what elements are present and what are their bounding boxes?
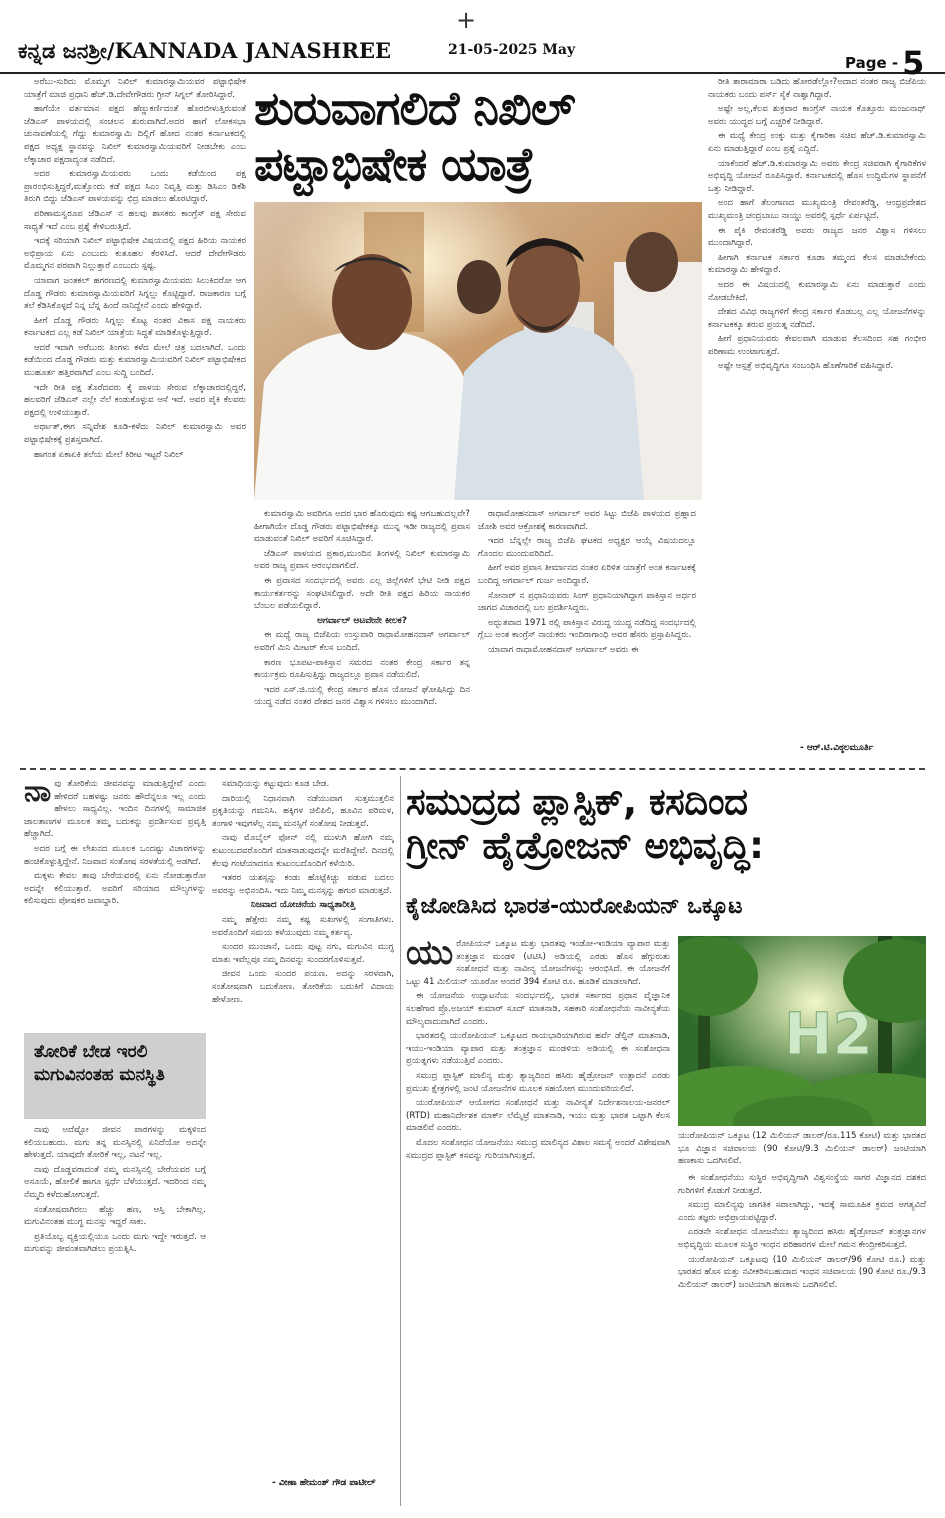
paragraph: ಪ್ರತಿಯೊಬ್ಬ ವ್ಯಕ್ತಿಯಲ್ಲಿಯೂ ಒಂದು ಮಗು ಇದ್ದೇ ಇರುತ್ತದೆ. ಆ ಮಗುವನ್ನು ಜೀವಂತವಾಗಿಡಲು ಪ್ರಯತ್ನಿಸಿ. (24, 1231, 206, 1255)
paragraph: ಸೋನಾರ್ ನ ಪ್ರಧಾನಿಯವರು ಸಿಂಗ್ ಪ್ರಧಾನಿಯಾಗಿದ್ದಾಗ ಪಾಕಿಸ್ತಾನ ಅರ್ಧರ ಜಾಗದ ವಿಚಾರದಲ್ಲಿ ಬಲ ಪ್ರದರ್ಶಿಸಿದ್ದರು. (478, 590, 696, 614)
subheading: ನಿಜವಾದ ಯೋಚನೆಯ ಸಾಧ್ಯತಾರೀತ್ತಿ (250, 900, 356, 911)
paragraph: ಹಾಗಂತ ಏಕಾಏಕಿ ತಲೆಯ ಮೇಲೆ ಕಿರೀಟ ಇಟ್ಟರೆ ನಿಖಿಲ್ (34, 449, 184, 460)
paragraph: ಯಾವಾಗ ಜಂತಕಲ್ ಹಗರಣದಲ್ಲಿ ಕುಮಾರಸ್ವಾಮಿಯವರು ಸಿಲುಕಿದರೋ ಆಗ ದೊಡ್ಡ ಗೌಡರು ಕುಮಾರಸ್ವಾಮಿಯವರಿಗೆ ಸಿಗ್ನಲ್ಲು ಕೊಟ್ಟಿದ್ದಾರೆ. ರಾಜಕಾರಣ ಬಗ್ಗೆ ತಲೆ ಕೆಡಿಸಿಕೊಳ್ಳದೆ ನಿನ್ನ ಬೆನ್ನ ಹಿಂದೆ ನಾನಿದ್ದೇನೆ ಎಂದು ಹೇಳಿದ್ದಾರೆ. (24, 275, 246, 312)
story2-column-2 (212, 778, 394, 1474)
story3-subheadline: ಕೈಜೋಡಿಸಿದ ಭಾರತ-ಯುರೋಪಿಯನ್ ಒಕ್ಕೂಟ (406, 894, 743, 919)
paragraph: ಇತರರ ಯಶಸ್ಸನ್ನು ಕಂಡು ಹೊಟ್ಟೆಕಿಚ್ಚು ಪಡುವ ಬದಲು ಅವರನ್ನು ಅಭಿನಂದಿಸಿ. ಇದು ನಿಮ್ಮ ಮನಸ್ಸನ್ನು ಹಗುರ ಮಾಡುತ್ತದೆ. (212, 873, 394, 896)
page-indicator (845, 38, 925, 82)
paragraph: ನಾವು ಅದೆಷ್ಟೋ ಜೀವನ ಪಾಠಗಳನ್ನು ಮಕ್ಕಳಿಂದ ಕಲಿಯಬಹುದು. ಮಗು ತನ್ನ ಮನಸ್ಸಿನಲ್ಲಿ ಏನಿದೆಯೋ ಅದನ್ನೇ ಹೇಳುತ್ತದೆ. ಯಾವುದೇ ತೋರಿಕೆ ಇಲ್ಲ, ನಟನೆ ಇಲ್ಲ. (24, 1125, 206, 1161)
paragraph: ಜೀವನ ಒಂದು ಸುಂದರ ಪಯಣ. ಅದನ್ನು ಸರಳವಾಗಿ, ಸಂತೋಷವಾಗಿ ಬದುಕೋಣ. ತೋರಿಕೆಯ ಬದುಕಿಗೆ ವಿದಾಯ ಹೇಳೋಣ. (212, 969, 394, 1005)
story3-photo-caption (678, 1130, 926, 1170)
paragraph: ಈ ಯೋಜನೆಯ ಉದ್ಘಾಟನೆಯ ಸಂದರ್ಭದಲ್ಲಿ, ಭಾರತ ಸರ್ಕಾರದ ಪ್ರಧಾನ ವೈಜ್ಞಾನಿಕ ಸಲಹೆಗಾರ ಪ್ರೊ.ಅಜಯ್ ಕುಮಾರ್ ಸೂದ್ ಮಾತನಾಡಿ, ಸಹಕಾರಿ ಸಂಶೋಧನೆಯ ನಾವೀನ್ಯತೆಯ ಮೌಲ್ಯವಾದುದಾಗಿದೆ ಎಂದರು. (406, 991, 670, 1027)
story1-column-2 (254, 508, 470, 762)
story1-headline-line1: ಶುರುವಾಗಲಿದೆ ನಿಖಿಲ್ (254, 81, 575, 135)
section-divider (20, 768, 925, 770)
story1-column-4 (708, 76, 926, 740)
story3-headline-line2: ಗ್ರೀನ್ ಹೈಡ್ರೋಜನ್ ಅಭಿವೃದ್ಧಿ: (406, 824, 764, 867)
paragraph: ಹೀಗೆ ಅವರ ಪ್ರವಾಸ ತೀರ್ಮಾನದ ನಂತರ ಏರಿಳಿತ ಯಾತ್ರೆಗೆ ಅಂತ ಕರ್ನಾಟಕಕ್ಕೆ ಬಂದಿದ್ದ ಅಗರ್ವಾಲ್ ಗುರ್ಜ ಅಂದಿದ್ದಾರೆ. (478, 563, 696, 586)
paragraph: ಅಂದ ಹಾಗೆ ತೆಲಂಗಾಣದ ಮುಖ್ಯಮಂತ್ರಿ ರೇವಂತರೆಡ್ಡಿ, ಆಂಧ್ರಪ್ರದೇಶದ ಮುಖ್ಯಮಂತ್ರಿ ಚಂದ್ರಬಾಬು ನಾಯ್ಡು ಅವರಲ್ಲಿ ಸ್ಪರ್ಧೆ ಏರ್ಪಟ್ಟಿದೆ. (708, 198, 926, 221)
story3-photo (678, 936, 926, 1126)
paragraph: ಅರೆಬು-ಸುರಿದು ಮೊಮ್ಮಗ ನಿಖಿಲ್ ಕುಮಾರಸ್ವಾಮಿಯವರ ಪಟ್ಟಾಭಿಷೇಕ ಯಾತ್ರೆಗೆ ಮಾಜಿ ಪ್ರಧಾನಿ ಹೆಚ್.ಡಿ.ದೇವೇಗೌಡರು ಗ್ರೀನ್ ಸಿಗ್ನಲ್ ತೋರಿಸಿದ್ದಾರೆ. (24, 77, 246, 100)
paragraph: ಕಾರಣ ಭೂಪಟ-ಪಾಕಿಸ್ತಾನ ಸಮರದ ನಂತರ ಕೇಂದ್ರ ಸರ್ಕಾರ ತನ್ನ ಕಾರ್ಯಕ್ರಮ ರೂಪಿಸುತ್ತಿದ್ದು ರಾಜ್ಯದಲ್ಲೂ ಪ್ರವಾಸ ನಡೆಯಲಿದೆ. (254, 657, 470, 681)
paragraph-with-dropcap (406, 938, 670, 988)
paragraph: ಈ ಮಧ್ಯೆ ಕೇಂದ್ರ ಉಕ್ಕು ಮತ್ತು ಕೈಗಾರಿಕಾ ಸಚಿವ ಹೆಚ್.ಡಿ.ಕುಮಾರಸ್ವಾಮಿ ಏನು ಮಾಡುತ್ತಿದ್ದಾರೆ ಎಂಬ ಪ್ರಶ್ನೆ ಎದ್ದಿದೆ. (708, 131, 926, 154)
story1-headline-line2: ಪಟ್ಟಾಭಿಷೇಕ ಯಾತ್ರೆ (254, 137, 533, 191)
paragraph: ಹೀಗೆ ಪ್ರಧಾನಿಯವರು ಕೇವಲವಾಗಿ ಮಾಡುವ ಕೆಲಸದಿಂದ ಸಹ ಗಂಭೀರ ಪರಿಣಾಮ ಉಂಟಾಗುತ್ತದೆ. (708, 334, 926, 357)
paragraph: ಅದ್ಭುತವಾದ 1971 ರಲ್ಲಿ ಪಾಕಿಸ್ತಾನ ವಿರುದ್ಧ ಯುದ್ಧ ನಡೆದಿದ್ದ ಸಂದರ್ಭದಲ್ಲಿ ಗ್ಲೆಬು ಅಂತ ಕಾಂಗ್ರೆಸ್ ನಾಯಕರು ಇಂದಿರಾಗಾಂಧಿ ಅವರ ಹೆಸರು ಪ್ರಸ್ತಾಪಿಸಿದ್ದರು. (478, 617, 696, 641)
paragraph: ಇದೇ ರೀತಿ ಪಕ್ಷ ತೊರೆದವರು ಕೈ ಪಾಳಯ ಸೇರುವ ಲೆಕ್ಕಾಚಾರದಲ್ಲಿದ್ದರೆ, ಹಲವರಿಗೆ ಜೆಡಿಎಸ್ ನಲ್ಲೇ ನೆಲೆ ಕಂಡುಕೊಳ್ಳುವ ಆಸೆ ಇದೆ. ಅವರ ಪೈಕಿ ಕೆಲವರು ಪಕ್ಷದಲ್ಲಿ ಉಳಿಯುತ್ತಾರೆ. (24, 382, 246, 418)
paragraph: ಹಾಗೆಯೇ ವರ್ತಮಾನ ಪಕ್ಷದ ಹೆಣ್ಣುಕರ್ಣಿದಂತೆ ಹೊರಬೀಳುತ್ತಿರುವಂತೆ ಜೆಡಿಎಸ್ ಪಾಳಯದಲ್ಲಿ ಸಂಚಲನ ಶುರುವಾಗಿದೆ.ಅದರ ಹಾಗೆ ಲೋಕಸಭಾ ಚುನಾವಣೆಯಲ್ಲಿ ಗೆದ್ದು ಕುಮಾರಸ್ವಾಮಿ ದಿಲ್ಲಿಗೆ ಹೋದ ನಂತರ ಕರ್ನಾಟಕದಲ್ಲಿ ಪಕ್ಷದ ಅಧ್ಯಕ್ಷ ಸ್ಥಾನವನ್ನು ನಿಖಿಲ್ ಕುಮಾರಸ್ವಾಮಿಯವರಿಗೆ ನೀಡಬೇಕು ಎಂಬ ಲೆಕ್ಕಾಚಾರ ಪಕ್ಷದಾದ್ಯಂತ ನಡೆದಿದೆ. (24, 104, 246, 165)
paragraph: ಸಮುದ್ರ ಮಾಲಿನ್ಯವು ಜಾಗತಿಕ ಸವಾಲಾಗಿದ್ದು, ಇದಕ್ಕೆ ಸಾಮೂಹಿಕ ಕ್ರಮದ ಅಗತ್ಯವಿದೆ ಎಂದು ತಜ್ಞರು ಅಭಿಪ್ರಾಯಪಟ್ಟಿದ್ದಾರೆ. (678, 1200, 926, 1223)
paragraph-with-dropcap (24, 778, 206, 841)
dropcap: ಯು (406, 938, 454, 973)
paragraph: ಸಂತೋಷವಾಗಿರಲು ಹೆಚ್ಚು ಹಣ, ಆಸ್ತಿ ಬೇಕಾಗಿಲ್ಲ. ಮಗುವಿನಂತಹ ಮುಗ್ಧ ಮನಸ್ಸು ಇದ್ದರೆ ಸಾಕು. (24, 1204, 206, 1228)
paragraph: ರೀತಿ ತಾರಾಮಾರಾ ಬಡಿದು ಹೋರಡೆಲ್ಲೋ?ಅದಾದ ನಂತರ ರಾಜ್ಯ ಬಿಜೆಪಿಯ ನಾಯಕರು ಬಂದು ಪರ್ಸ್ ಸೈಕೆ ನಾಶ್ವಾಗಿದ್ದಾರೆ. (708, 77, 926, 100)
paragraph: ಇದರ ಎಸ್.ಜಿ.ಯಲ್ಲಿ ಕೇಂದ್ರ ಸರ್ಕಾರ ಹೊಸ ಯೋಜನೆ ಘೋಷಿಸಿದ್ದು ದಿನ ಯುದ್ಧ ನಡೆದ ನಂತರ ದೇಶದ ಜನರ ವಿಶ್ವಾಸ ಗಳಿಸಲು ಮುಂದಾಗಿದೆ. (254, 684, 470, 708)
paragraph: ನಾವು ಮೊಬೈಲ್ ಫೋನ್ ನಲ್ಲಿ ಮುಳುಗಿ ಹೋಗಿ ನಮ್ಮ ಕುಟುಂಬದವರೊಂದಿಗೆ ಮಾತನಾಡುವುದನ್ನೇ ಮರೆತಿದ್ದೇವೆ. ದಿನದಲ್ಲಿ ಕೆಲವು ಗಂಟೆಯಾದರೂ ಕುಟುಂಬದೊಂದಿಗೆ ಕಳೆಯಿರಿ. (212, 833, 394, 869)
story2-headline-box: ತೋರಿಕೆ ಬೇಡ ಇರಲಿ ಮಗುವಿನಂತಹ ಮನಸ್ಥಿತಿ (24, 1033, 206, 1119)
paragraph: ಯುರೋಪಿಯನ್ ಆಯೋಗದ ಸಂಶೋಧನೆ ಮತ್ತು ನಾವೀನ್ಯತೆ ನಿರ್ದೇಶನಾಲಯ-ಜನರಲ್ (RTD) ಮಹಾನಿರ್ದೇಶಕ ಮಾರ್ಕ್ ಲೆಮೈಟ್ರೆ ಮಾತನಾಡಿ, ಇಯು ಮತ್ತು ಭಾರತ ಒಟ್ಟಾಗಿ ಕೆಲಸ ಮಾಡಲಿವೆ ಎಂದರು. (406, 1098, 670, 1134)
story1-column-1 (24, 76, 246, 762)
story1-column-3 (478, 508, 696, 762)
paragraph: ಕುಮಾರಸ್ವಾಮಿ ಅವರಿಗೂ ಅದರ ಭಾರ ಹೊರುವುದು ಕಷ್ಟ ಆಗಬಹುದಲ್ಲವೇ?ಹೀಗಾಗಿಯೇ ದೊಡ್ಡ ಗೌಡರು ಪಟ್ಟಾಭಿಷೇಕಕ್ಕೂ ಮುನ್ನ ಇಡೀ ರಾಜ್ಯದಲ್ಲಿ ಪ್ರವಾಸ ಮಾಡುವಂತೆ ನಿಖಿಲ್ ಅವರಿಗೆ ಸೂಚಿಸಿದ್ದಾರೆ. (254, 509, 470, 545)
paragraph: ಪರಿಣಾಮಸ್ವರೂಪ ಜೆಡಿಎಸ್ ನ ಹಲವು ಶಾಸಕರು ಕಾಂಗ್ರೆಸ್ ಪಕ್ಷ ಸೇರುವ ಸಾಧ್ಯತೆ ಇದೆ ಎಂಬ ಪ್ರಶ್ನೆ ಕೇಳಿಬರುತ್ತಿದೆ. (24, 208, 246, 232)
story2-column-1b (24, 1124, 206, 1506)
paragraph: ಅದರ ಈ ವಿಷಯದಲ್ಲಿ ಕುಮಾರಸ್ವಾಮಿ ಏನು ಮಾಡುತ್ತಾರೆ ಎಂದು ನೋಡಬೇಕಿದೆ. (708, 279, 926, 303)
newspaper-name: ಕನ್ನಡ ಜನಶ್ರೀ/KANNADA JANASHREE (18, 38, 391, 63)
story1-headline (254, 80, 694, 192)
paragraph-text: ವು ತೋರಿಕೆಯ ಜೀವನವನ್ನು ಮಾಡುತ್ತಿದ್ದೇವೆ ಎಂದು ಹೇಳಿದರೆ ಬಹಳಷ್ಟು ಜನರು ಹೌದೆನ್ನಲೂ ಇಲ್ಲ ಎಂದು ಹೇಳಲು ಸಾಧ್ಯವಿಲ್ಲ. ಇಂದಿನ ದಿನಗಳಲ್ಲಿ ಸಾಮಾಜಿಕ ಜಾಲತಾಣಗಳ ಮೂಲಕ ತಮ್ಮ ಬದುಕನ್ನು ಪ್ರದರ್ಶಿಸುವ ಪ್ರವೃತ್ತಿ ಹೆಚ್ಚಾಗಿದೆ. (24, 779, 206, 840)
page-number: 5 (902, 44, 925, 82)
caption-text: ಯುರೋಪಿಯನ್ ಒಕ್ಕೂಟ (12 ಮಿಲಿಯನ್ ಡಾಲರ್/ರೂ.115 ಕೋಟಿ) ಮತ್ತು ಭಾರತದ ಭೂ ವಿಜ್ಞಾನ ಸಚಿವಾಲಯ (90 ಕೋಟಿ/9.3 ಮಿಲಿಯನ್ ಡಾಲರ್) ಜಂಟಿಯಾಗಿ ಹಣಕಾಸು ಒದಗಿಸಲಿವೆ. (678, 1131, 926, 1167)
page-label: Page - (845, 54, 899, 72)
paragraph: ಜೆಡಿಎಸ್ ಪಾಳಯದ ಪ್ರಕಾರ,ಮುಂದಿನ ತಿಂಗಳಲ್ಲಿ ನಿಖಿಲ್ ಕುಮಾರಸ್ವಾಮಿ ಅವರ ರಾಜ್ಯ ಪ್ರವಾಸ ಆರಂಭವಾಗಲಿದೆ. (254, 548, 470, 572)
paragraph: ಮೊದಲ ಸಂಶೋಧನ ಯೋಜನೆಯು ಸಮುದ್ರ ಮಾಲಿನ್ಯದ ವಿಶಾಲ ಸಮಸ್ಯೆ ಅಂದರೆ ವಿಶೇಷವಾಗಿ ಸಮುದ್ರದ ಪ್ಲಾಸ್ಟಿಕ್ ಕಸವನ್ನು ಗುರಿಯಾಗಿಸುತ್ತದೆ. (406, 1137, 670, 1161)
story3-headline-line1: ಸಮುದ್ರದ ಪ್ಲಾಸ್ಟಿಕ್, ಕಸದಿಂದ (406, 780, 748, 823)
paragraph: ಇದಕ್ಕೆ ಸರಿಯಾಗಿ ನಿಖಿಲ್ ಪಟ್ಟಾಭಿಷೇಕ ವಿಷಯದಲ್ಲಿ ಪಕ್ಷದ ಹಿರಿಯ ನಾಯಕರ ಅಭಿಪ್ರಾಯ ಏನು ಎಂಬುದು ಕುತೂಹಲ ಕೆರಳಿಸಿದೆ. ಆದರೆ ದೇವೇಗೌಡರು ಮೊಮ್ಮಗನ ಪರವಾಗಿ ನಿಲ್ಲುತ್ತಾರೆ ಎಂಬುದು ಸ್ಪಷ್ಟ. (24, 236, 246, 272)
paragraph: ಯಾಕೆಂದರೆ ಹೆಚ್.ಡಿ.ಕುಮಾರಸ್ವಾಮಿ ಅವರು ಕೇಂದ್ರ ಸಚಿವರಾಗಿ ಕೈಗಾರಿಕೆಗಳ ಅಭಿವೃದ್ಧಿ ಯೋಜನೆ ರೂಪಿಸಿದ್ದಾರೆ. ಕರ್ನಾಟಕದಲ್ಲಿ ಹೊಸ ಉದ್ದಿಮೆಗಳ ಸ್ಥಾಪನೆಗೆ ಒತ್ತು ನೀಡಿದ್ದಾರೆ. (708, 158, 926, 194)
paragraph: ಸಮುದ್ರ ಪ್ಲಾಸ್ಟಿಕ್ ಮಾಲಿನ್ಯ ಮತ್ತು ತ್ಯಾಜ್ಯದಿಂದ ಹಸಿರು ಹೈಡ್ರೋಜನ್ ಉತ್ಪಾದನೆ ಎರಡು ಪ್ರಮುಖ ಕ್ಷೇತ್ರಗಳಲ್ಲಿ ಜಂಟಿ ಯೋಜನೆಗಳ ಮೂಲಕ ಸಹಯೋಗ ಮುಂದುವರಿಯಲಿದೆ. (406, 1070, 670, 1094)
column-rule (400, 776, 401, 1506)
issue-date: 21-05-2025 May (448, 42, 576, 58)
paragraph: ಎರಡನೇ ಸಂಶೋಧನ ಯೋಜನೆಯು ತ್ಯಾಜ್ಯದಿಂದ ಹಸಿರು ಹೈಡ್ರೋಜನ್ ತಂತ್ರಜ್ಞಾನಗಳ ಅಭಿವೃದ್ಧಿಯ ಮೂಲಕ ಸುಸ್ಥಿರ ಇಂಧನ ಪರಿಹಾರಗಳ ಮೇಲೆ ಗಮನ ಕೇಂದ್ರೀಕರಿಸುತ್ತದೆ. (678, 1227, 926, 1250)
paragraph: ಈ ಪ್ರವಾಸದ ಸಂದರ್ಭದಲ್ಲಿ ಅವರು ಎಲ್ಲ ಜಿಲ್ಲೆಗಳಿಗೆ ಭೇಟಿ ನೀಡಿ ಪಕ್ಷದ ಕಾರ್ಯಕರ್ತರನ್ನು ಸಂಘಟಿಸಲಿದ್ದಾರೆ. ಅದೇ ರೀತಿ ಪಕ್ಷದ ಹಿರಿಯ ನಾಯಕರ ಬೆಂಬಲ ಪಡೆಯಲಿದ್ದಾರೆ. (254, 575, 470, 612)
paragraph: ಈ ಮಧ್ಯೆ ರಾಜ್ಯ ಬಿಜೆಪಿಯ ಉಸ್ತುವಾರಿ ರಾಧಾಮೋಹನದಾಸ್ ಅಗರ್ವಾಲ್ ಅವರಿಗೆ ಮಿನಿ ಮೀಟರ್ ಕೆಲಸ ಬಂದಿದೆ. (254, 630, 470, 653)
paragraph: ಯುರೋಪಿಯನ್ ಒಕ್ಕೂಟವು (10 ಮಿಲಿಯನ್ ಡಾಲರ್/96 ಕೋಟಿ ರೂ.) ಮತ್ತು ಭಾರತದ ಹೊಸ ಮತ್ತು ನವೀಕರಿಸಬಹುದಾದ ಇಂಧನ ಸಚಿವಾಲಯ (90 ಕೋಟಿ ರೂ./9.3 ಮಿಲಿಯನ್ ಡಾಲರ್) ಜಂಟಿಯಾಗಿ ಹಣಕಾಸು ಒದಗಿಸಲಿವೆ. (678, 1254, 926, 1290)
paragraph: ಅರ್ಥಾತ್,ಈಗ ಸನ್ನಿವೇಶ ಕೂಡಿ-ಕಳೆದು ನಿಖಿಲ್ ಕುಮಾರಸ್ವಾಮಿ ಅವರ ಪಟ್ಟಾಭಿಷೇಕಕ್ಕೆ ಪ್ರಶಸ್ತವಾಗಿದೆ. (24, 422, 246, 446)
story1-byline: - ಆರ್.ಟಿ.ವಿಠ್ಠಲಮೂರ್ತಿ (800, 743, 874, 753)
paragraph: ಅಷ್ಟೇ ಆಸ್ಪತ್ರೆ ಅಭಿವೃದ್ಧಿಗೂ ಸಂಬಂಧಿಸಿ ಹೊಣೆಗಾರಿಕೆ ವಹಿಸಿದ್ದಾರೆ. (718, 361, 894, 372)
story3-headline (406, 780, 926, 868)
paragraph: ಹೀಗಾಗಿ ಕರ್ನಾಟಕ ಸರ್ಕಾರ ಕೂಡಾ ತಮ್ಮಂದ ಕೆಲಸ ಮಾಡಬೇಕೆಂದು ಕುಮಾರಸ್ವಾಮಿ ಹೇಳಿದ್ದಾರೆ. (708, 252, 926, 276)
paragraph: ಆದರೆ ಇದಾಗಿ ಅರೆಬುರು ತಿಂಗಳು ಕಳೆದ ಮೇಲೆ ಚಿತ್ರ ಬದಲಾಗಿದೆ. ಒಂದು ಕಡೆಯಿಂದ ದೊಡ್ಡ ಗೌಡರು ಮತ್ತು ಕುಮಾರಸ್ವಾಮಿಯವರಿಗೆ ನಿಖಿಲ್ ಪಟ್ಟಾಭಿಷೇಕದ ಮುಹೂರ್ತ ಹತ್ತಿರವಾಗಿದೆ ಎಂಬ ಸುದ್ದಿ ಬಂದಿದೆ. (24, 342, 246, 379)
paragraph: ಸಮಾಧಿಯನ್ನು ಕಟ್ಟುವುದು ಕೂಡ ಬೇಡ. (222, 779, 330, 789)
paragraph: ದೇಶದ ವಿವಿಧ ರಾಜ್ಯಗಳಿಗೆ ಕೇಂದ್ರ ಸರ್ಕಾರ ಕೊಡಬಲ್ಲ ಎಲ್ಲ ಯೋಜನೆಗಳನ್ನು ಕರ್ನಾಟಕಕ್ಕೂ ತರುವ ಪ್ರಯತ್ನ ನಡೆದಿದೆ. (708, 307, 926, 330)
registration-mark-icon: + (456, 6, 477, 34)
subheading: ಅಗರ್ವಾಲ್ ಆಟವೇನೇ ಕೀಲಕ? (317, 615, 407, 626)
paragraph: ಅದರ ಬಗ್ಗೆ ಈ ಲೇಖನದ ಮೂಲಕ ಒಂದಷ್ಟು ವಿಚಾರಗಳನ್ನು ಹಂಚಿಕೊಳ್ಳುತ್ತಿದ್ದೇನೆ. ನಿಜವಾದ ಸಂತೋಷ ಸರಳತೆಯಲ್ಲಿ ಅಡಗಿದೆ. (24, 843, 206, 867)
masthead (0, 0, 945, 82)
paragraph-text: ರೋಪಿಯನ್ ಒಕ್ಕೂಟ ಮತ್ತು ಭಾರತವು ಇಂಡೋ-ಇಂಡಿಯಾ ವ್ಯಾಪಾರ ಮತ್ತು ತಂತ್ರಜ್ಞಾನ ಮಂಡಳಿ (ಟಿಟಿಸಿ) ಅಡಿಯಲ್ಲಿ ಎರಡು ಹೊಸ ಹೆಗ್ಗುರುತು ಸಂಶೋಧನೆ ಮತ್ತು ನಾವೀನ್ಯ ಯೋಜನೆಗಳನ್ನು ಆರಂಭಿಸಿದೆ. ಈ ಯೋಜನೆಗೆ ಒಟ್ಟು 41 ಮಿಲಿಯನ್ ಯೂರೋ ಅಂದರೆ 394 ಕೋಟಿ ರೂ. ಹೂಡಿಕೆ ಮಾಡಲಾಗಿದೆ. (406, 939, 670, 987)
paragraph: ಯಾವಾಗ ರಾಧಾಮೋಹನದಾಸ್ ಅಗರ್ವಾಲ್ ಅವರು ಈ (488, 644, 639, 655)
story1-photo (254, 202, 702, 500)
paragraph: ದಾರಿಯಲ್ಲಿ ನಿಧಾನವಾಗಿ ನಡೆಯುವಾಗ ಸುತ್ತಮುತ್ತಲಿನ ಪ್ರಕೃತಿಯನ್ನು ಗಮನಿಸಿ. ಹಕ್ಕಿಗಳ ಚಿಲಿಪಿಲಿ, ಹೂವಿನ ಪರಿಮಳ, ತಂಗಾಳಿ ಇವುಗಳೆಲ್ಲ ನಮ್ಮ ಮನಸ್ಸಿಗೆ ಸಂತೋಷ ನೀಡುತ್ತವೆ. (212, 793, 394, 829)
paragraph: ಹೀಗೆ ದೊಡ್ಡ ಗೌಡರು ಸಿಗ್ನಲ್ಲು ಕೊಟ್ಟ ನಂತರ ವಿಕಾಸ ಪಕ್ಷ ನಾಯಕರು ಕರ್ನಾಟಕದ ಎಲ್ಲ ಕಡೆ ನಿಖಿಲ್ ಯಾತ್ರೆಯ ಸಿದ್ಧತೆ ಮಾಡಿಕೊಳ್ಳುತ್ತಿದ್ದಾರೆ. (24, 315, 246, 339)
story2-byline: - ವೀಣಾ ಹೇಮಂತ್ ಗೌಡ ಪಾಟೀಲ್ (272, 1478, 376, 1488)
dropcap: ನಾ (24, 778, 52, 809)
paragraph: ಸುಂದರ ಮುಂಜಾನೆ, ಒಂದು ಪುಟ್ಟ ನಗು, ಮಗುವಿನ ಮುಗ್ಧ ಮಾತು ಇವೆಲ್ಲವೂ ನಮ್ಮ ದಿನವನ್ನು ಸುಂದರಗೊಳಿಸುತ್ತವೆ. (212, 942, 394, 965)
paragraph: ಭಾರತದಲ್ಲಿ ಯುರೋಪಿಯನ್ ಒಕ್ಕೂಟದ ರಾಯಭಾರಿಯಾಗಿರುವ ಹರ್ವೆ ಡೆಲ್ಫಿನ್ ಮಾತನಾಡಿ, ಇಯು-ಇಂಡಿಯಾ ವ್ಯಾಪಾರ ಮತ್ತು ತಂತ್ರಜ್ಞಾನ ಮಂಡಳಿಯ ಅಡಿಯಲ್ಲಿ ಈ ಸಂಶೋಧನಾ ಪ್ರಯತ್ನಗಳು ನಡೆಯುತ್ತಿವೆ ಎಂದರು. (406, 1031, 670, 1067)
paragraph: ಮಕ್ಕಳು ಕೇವಲ ತಾವು ಬೇರೆಯವರಲ್ಲಿ ಏನು ನೋಡುತ್ತಾರೋ ಅದನ್ನೇ ಕಲಿಯುತ್ತಾರೆ. ಅವರಿಗೆ ಸರಿಯಾದ ಮೌಲ್ಯಗಳನ್ನು ಕಲಿಸುವುದು ಪೋಷಕರ ಜವಾಬ್ದಾರಿ. (24, 871, 206, 907)
story3-column-2 (678, 1172, 926, 1506)
green-hydrogen-forest-illustration (678, 936, 926, 1126)
story3-column-1 (406, 938, 670, 1504)
paragraph: ಅದರ ಕುಮಾರಸ್ವಾಮಿಯವರು ಒಂದು ಕಡೆಯಿಂದ ಪಕ್ಷ ಪ್ರಾರಂಭಿಸುತ್ತಿದ್ದರೆ,ಮತ್ತೊಂದು ಕಡೆ ಪಕ್ಷದ ಸಿಎಂ ನಿವೃತ್ತಿ ಮತ್ತು ಡಿಸಿಎಂ ಡಿಕೆಶಿ ತಿರುಗಿ ಬಿದ್ದು ಜೆಡಿಎಸ್ ಪಾಳಯವನ್ನು ಛಿದ್ರ ಮಾಡಲು ಹೊರಟಿದ್ದಾರೆ. (24, 169, 246, 205)
paragraph: ನಾವು ದೊಡ್ಡವರಾದಂತೆ ನಮ್ಮ ಮನಸ್ಸಿನಲ್ಲಿ ಬೇರೆಯವರ ಬಗ್ಗೆ ಅಸೂಯೆ, ಹೋಲಿಕೆ ಹಾಗೂ ಸ್ಪರ್ಧೆ ಬೆಳೆಯುತ್ತದೆ. ಇದರಿಂದ ನಮ್ಮ ನೆಮ್ಮದಿ ಕಳೆದುಹೋಗುತ್ತದೆ. (24, 1164, 206, 1200)
paragraph: ಅಷ್ಟೇ ಅಲ್ಲ,ಕೆಲವ ಶುಕ್ರವಾರ ಕಾಂಗ್ರೆಸ್ ನಾಯಕ ಕೊತ್ತೂರು ಮಂಜುನಾಥ್ ಅವರು ಯುದ್ಧದ ಬಗ್ಗೆ ಎಚ್ಚರಿಕೆ ನೀಡಿದ್ದಾರೆ. (708, 104, 926, 127)
paragraph: ನಮ್ಮ ಹೆತ್ತೇರು ನಮ್ಮ ಕಷ್ಟ ಸುಖಗಳಲ್ಲಿ ಸಂಗಾತಿಗಳು. ಅವರೊಂದಿಗೆ ಸಮಯ ಕಳೆಯುವುದು ನಮ್ಮ ಕರ್ತವ್ಯ. (212, 914, 394, 938)
paragraph: ಇದರ ಬೆನ್ನಲ್ಲೇ ರಾಜ್ಯ ಬಿಜೆಪಿ ಘಟಕದ ಅಧ್ಯಕ್ಷರ ಆಯ್ಕೆ ವಿಷಯದಲ್ಲೂ ಗೊಂದಲ ಮುಂದುವರಿದಿದೆ. (478, 536, 696, 559)
h2-label: H2 (784, 1000, 873, 1068)
paragraph: ಈ ಪೈಕಿ ರೇವಂತರೆಡ್ಡಿ ಅವರು ರಾಜ್ಯದ ಜನರ ವಿಶ್ವಾಸ ಗಳಿಸಲು ಮುಂದಾಗಿದ್ದಾರೆ. (708, 225, 926, 249)
paragraph: ಈ ಸಂಶೋಧನೆಯು ಸುಸ್ಥಿರ ಅಭಿವೃದ್ಧಿಗಾಗಿ ವಿಶ್ವಸಂಸ್ಥೆಯ ಸಾಗರ ವಿಜ್ಞಾನದ ದಶಕದ ಗುರಿಗಳಿಗೆ ಕೊಡುಗೆ ನೀಡುತ್ತದೆ. (678, 1173, 926, 1196)
politicians-photo-illustration (254, 202, 702, 500)
paragraph: ರಾಧಾಮೋಹನದಾಸ್ ಅಗರ್ವಾಲ್ ಅವರ ಸಿಟ್ಟು ಬಿಜೆಪಿ ಪಾಳಯದ ಪ್ರಹ್ಲಾದ ಜೋಶಿ ಅವರ ಆಕ್ರೋಶಕ್ಕೆ ಕಾರಣವಾಗಿದೆ. (478, 509, 696, 532)
story2-column-1 (24, 778, 206, 1028)
